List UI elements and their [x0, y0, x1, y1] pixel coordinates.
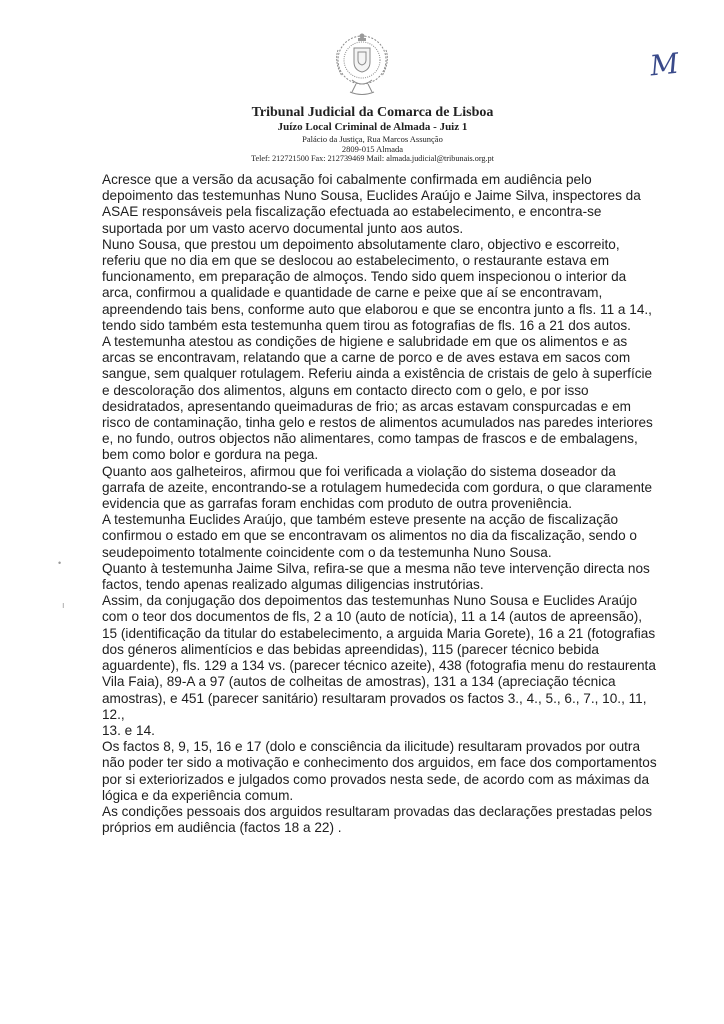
coat-of-arms-icon: [330, 30, 394, 98]
paragraph: Nuno Sousa, que prestou um depoimento absolutamente claro, objectivo e escorreito, referiu que no dia em que se deslocou ao estabelecimento, o restaurante estava em funcionamento, em preparação de almoços. Tendo sido quem inspecionou o interior da arca, confirmou a qualidade e quantidade de carne e peixe que aí se encontravam, apreendendo tais bens, conforme auto que elaborou e que se encontra junto a fls. 11 a 14., tendo sido também esta testemunha quem tirou as fotografias de fls. 16 a 21 dos autos.: [102, 236, 652, 333]
paragraph: Quanto à testemunha Jaime Silva, refira-se que a mesma não teve intervenção directa nos factos, tendo apenas realizado algumas diligencias instrutórias.: [102, 560, 650, 593]
paragraph: 13. e 14.: [102, 722, 155, 738]
paragraph: Os factos 8, 9, 15, 16 e 17 (dolo e consciência da ilicitude) resultaram provados por outra não poder ter sido a motivação e conhecimento dos arguidos, em face dos comportamentos por si exteriorizados e julgados como provados nesta sede, de acordo com as máximas da lógica e da experiência comum.: [102, 739, 657, 803]
paragraph: Quanto aos galheteiros, afirmou que foi verificada a violação do sistema doseador da garrafa de azeite, encontrando-se a rotulagem humedecida com gordura, o que claramente evidencia que as garrafas foram enchidas com produto de outra proveniência.: [102, 463, 653, 512]
paragraph: A testemunha atestou as condições de higiene e salubridade em que os alimentos e as arcas se encontravam, relatando que a carne de porco e de aves estava em sacos com sangue, sem qualquer rotulagem. Referiu ainda a existência de cristais de gelo à superfície e descoloração dos alimentos, alguns em contacto directo com o gelo, e por isso desidratados, apresentando queimaduras de frio; as arcas estavam conspurcadas e em risco de contaminação, tinha gelo e restos de alimentos acumulados nas paredes interiores e, no fundo, outros objectos não alimentares, como tampas de frascos e de embalagens, bem como bolor e gordura na pega.: [102, 334, 653, 463]
paragraph: Acresce que a versão da acusação foi cabalmente confirmada em audiência pelo depoimento das testemunhas Nuno Sousa, Euclides Araújo e Jaime Silva, inspectores da ASAE responsáveis pela fiscalização efectuada ao estabelecimento, e encontra-se suportada por um vasto acervo documental junto aos autos.: [102, 172, 641, 236]
paragraph: Assim, da conjugação dos depoimentos das testemunhas Nuno Sousa e Euclides Araújo com o teor dos documentos de fls, 2 a 10 (auto de notícia), 11 a 14 (autos de apreensão), 15 (identificação da titular do estabelecimento, a arguida Maria Gorete), 16 a 21 (fotografias dos géneros alimentícios e das bebidas apreendidas), 115 (parecer técnico bebida aguardente), fls. 129 a 134 vs. (parecer técnico azeite), 438 (fotografia menu do restaurenta Vila Faia), 89-A a 97 (autos de colheitas de amostras), 131 a 134 (apreciação técnica amostras), e 451 (parecer sanitário) resultaram provados os factos 3., 4., 5., 6., 7., 10., 11, 12.,: [102, 593, 656, 722]
page-number-mark: M: [648, 46, 681, 83]
letterhead: [200, 104, 545, 164]
document-body: [102, 172, 658, 836]
margin-mark: ı: [62, 600, 65, 610]
court-title: Tribunal Judicial da Comarca de Lisboa: [251, 105, 494, 120]
margin-mark: •: [58, 558, 62, 568]
paragraph: confirmou o estado em que se encontravam os alimentos no dia da fiscalização, sendo o seudepoimento totalmente coincidente com o da testemunha Nuno Sousa.: [102, 528, 637, 560]
paragraph: A testemunha Euclides Araújo, que também esteve presente na acção de fiscalização: [102, 512, 619, 528]
court-contact: Telef: 212721500 Fax: 212739469 Mail: almada.judicial@tribunais.org.pt: [251, 154, 494, 163]
court-address: Palácio da Justiça, Rua Marcos Assunção: [302, 134, 443, 144]
paragraph: As condições pessoais dos arguidos resultaram provadas das declarações prestadas pelos próprios em audiência (factos 18 a 22) .: [102, 803, 653, 836]
court-name: Juízo Local Criminal de Almada - Juiz 1: [277, 121, 468, 133]
court-postal: 2809-015 Almada: [341, 144, 404, 154]
